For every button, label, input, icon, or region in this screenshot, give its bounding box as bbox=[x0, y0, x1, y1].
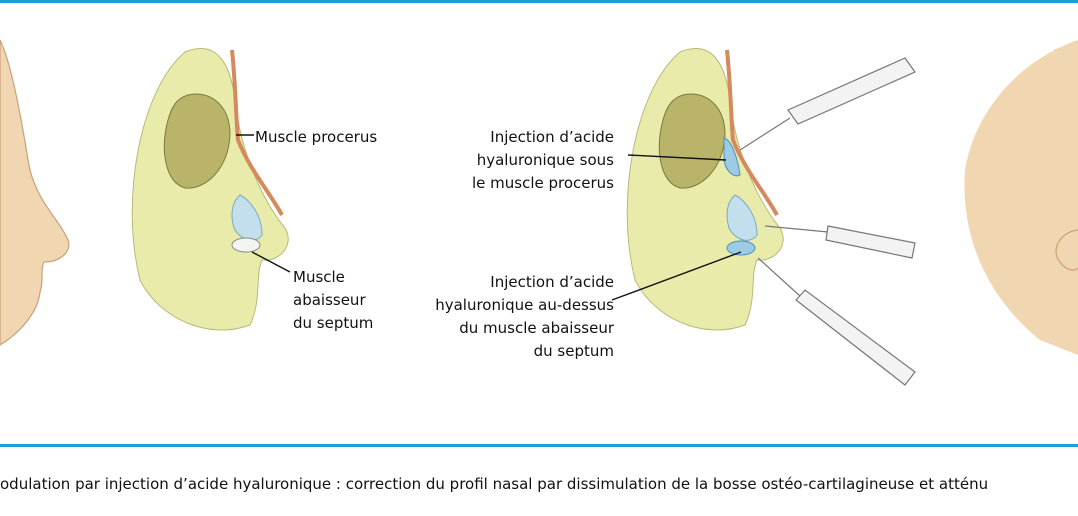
panel-injection bbox=[612, 49, 915, 385]
syringe-middle bbox=[765, 226, 915, 258]
panel-after-profile bbox=[964, 40, 1078, 355]
label-depressor-septi: Muscle abaisseur du septum bbox=[293, 268, 374, 332]
syringe-top bbox=[740, 58, 915, 150]
bottom-rule bbox=[0, 444, 1078, 447]
label-injection-procerus: Injection d’acide hyaluronique sous le muscle procerus bbox=[471, 128, 614, 192]
label-injection-depressor: Injection d’acide hyaluronique au-dessus du muscle abaisseur du septum bbox=[435, 273, 614, 360]
panel-before-profile bbox=[0, 40, 69, 345]
label-procerus: Muscle procerus bbox=[255, 128, 378, 146]
syringe-bottom bbox=[758, 258, 915, 385]
panel-anatomy bbox=[132, 49, 290, 330]
figure-caption: odulation par injection d’acide hyaluronique : correction du profil nasal par dissimulation de la bosse ostéo-cartilagineuse et atténu bbox=[0, 475, 989, 493]
